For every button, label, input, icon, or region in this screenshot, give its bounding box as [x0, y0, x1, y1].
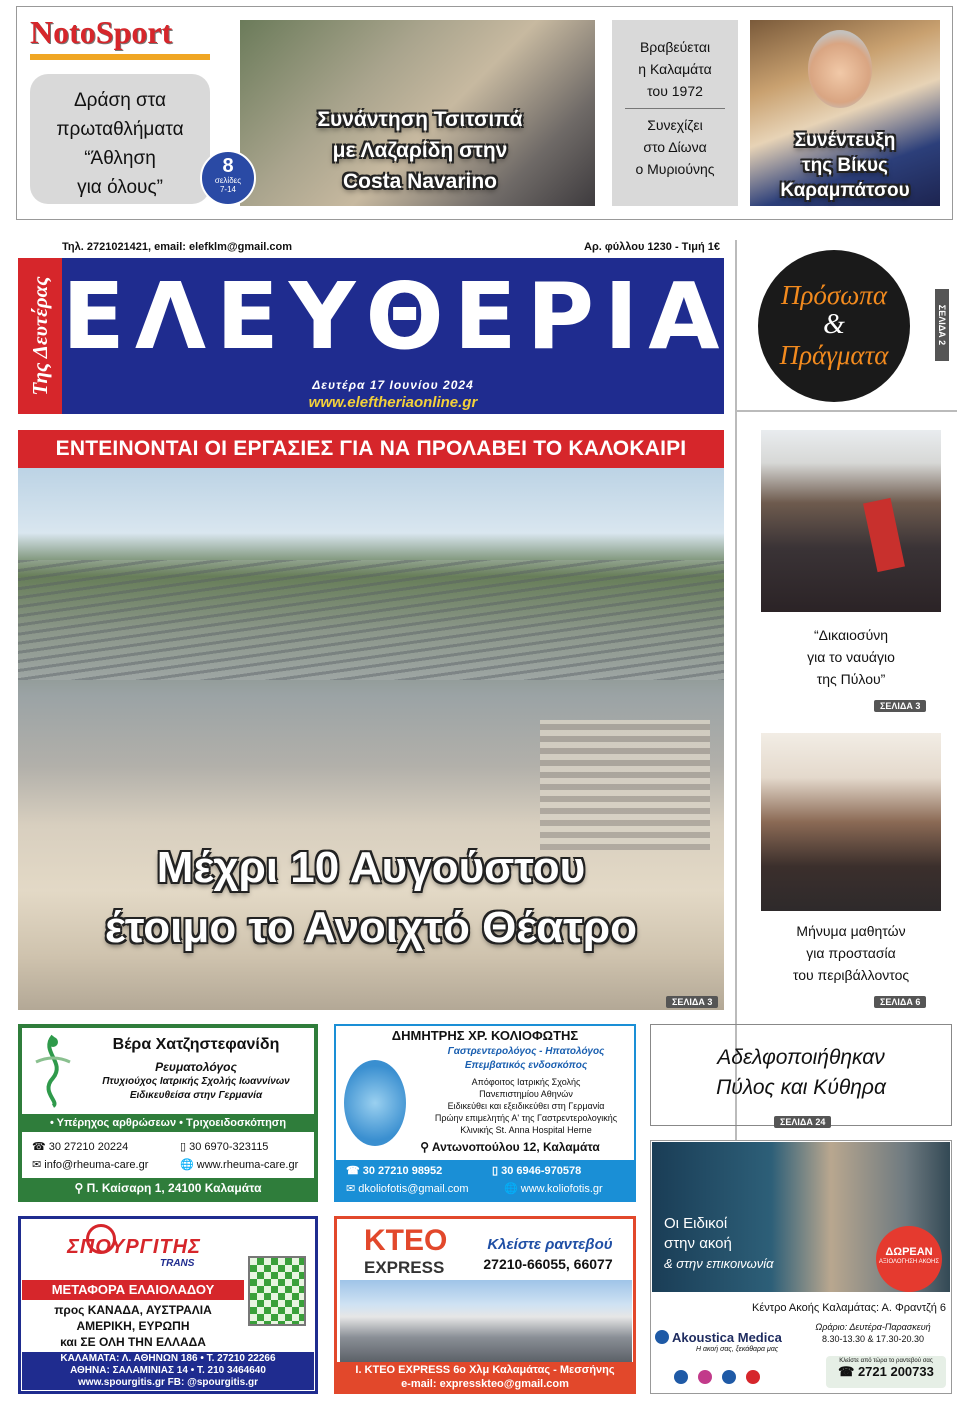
- interview-headline-line: Καραμπάτσου: [780, 180, 910, 201]
- ad-akoustica-free-sub: ΑΞΙΟΛΟΓΗΣΗ ΑΚΟΗΣ: [878, 1259, 940, 1265]
- pages-badge-number: 8: [222, 155, 234, 177]
- ad-spourgitis-trans: TRANS: [160, 1258, 195, 1269]
- main-story-kicker[interactable]: ΕΝΤΕΙΝΟΝΤΑΙ ΟΙ ΕΡΓΑΣΙΕΣ ΓΙΑ ΝΑ ΠΡΟΛΑΒΕΙ ΤΟ ΚΑΛΟΚΑΙΡΙ: [18, 430, 724, 468]
- ad-koliofotis-email: ✉ dkoliofotis@gmail.com: [346, 1183, 469, 1195]
- side-teaser-line: Συνεχίζει: [647, 117, 703, 133]
- ad-koliofotis-name: ΔΗΜΗΤΡΗΣ ΧΡ. ΚΟΛΙΟΦΩΤΗΣ: [391, 1028, 579, 1043]
- side-teaser-line: ο Μυριούνης: [635, 161, 715, 177]
- ad-vera-phone1-text: 30 27210 20224: [48, 1141, 129, 1153]
- ad-spourgitis-contact: www.spourgitis.gr FB: @spourgitis.gr: [78, 1377, 258, 1388]
- sport-teaser-box[interactable]: [30, 74, 210, 204]
- interview-headline-line: Συνέντευξη: [794, 130, 896, 151]
- students-page-tag: ΣΕΛΙΔΑ 6: [874, 996, 926, 1008]
- ad-akoustica-center: Κέντρο Ακοής Καλαμάτας: Α. Φραντζή 6: [752, 1302, 946, 1314]
- ad-vera-phone2-text: 30 6970-323115: [189, 1141, 269, 1153]
- pages-badge-word: σελίδες: [214, 176, 242, 185]
- masthead-side-label: Της Δευτέρας: [28, 276, 52, 396]
- ad-spourgitis-brand: ΣΠΟΥΡΓΙΤΗΣ: [67, 1236, 201, 1258]
- ad-akoustica-free: ΔΩΡΕΑΝ: [885, 1246, 933, 1258]
- masthead-issue-price: Αρ. φύλλου 1230 - Τιμή 1€: [584, 241, 720, 253]
- students-caption-line: για προστασία: [806, 945, 896, 961]
- students-caption[interactable]: [761, 920, 941, 986]
- students-photo[interactable]: [761, 733, 941, 911]
- side-teaser-line: στο Δίωνα: [643, 139, 707, 155]
- ad-vera-banner: • Υπέρηχος αρθρώσεων • Τριχοειδοσκόπηση: [22, 1114, 314, 1132]
- ad-kteo-footer: [337, 1362, 633, 1392]
- ad-vera-web-text: www.rheuma-care.gr: [196, 1159, 299, 1171]
- ad-koliofotis-bio-line: Πρώην επιμελητής Α' της Γαστρεντερολογικής: [434, 1113, 618, 1123]
- ad-koliofotis-address: ⚲ Αντωνοπούλου 12, Καλαμάτα: [420, 1140, 600, 1154]
- ad-spourgitis-routes: [22, 1302, 244, 1350]
- main-headline-line: έτοιμο το Ανοιχτό Θέατρο: [105, 903, 637, 952]
- ad-koliofotis-stomach-icon: [344, 1060, 406, 1146]
- ad-akoustica-free-badge: [876, 1226, 942, 1292]
- ad-koliofotis-title: Επεμβατικός ενδοσκόπος: [464, 1060, 588, 1071]
- interview-face: [808, 30, 872, 108]
- ad-akoustica-tagline-line: Οι Ειδικοί: [664, 1215, 728, 1232]
- ad-akoustica-hours: 8.30-13.30 & 17.30-20.30: [821, 1334, 925, 1344]
- side-teaser-box: [612, 20, 738, 206]
- ad-koliofotis-web-text: www.koliofotis.gr: [520, 1183, 603, 1195]
- side-teaser-line: η Καλαμάτα: [638, 61, 712, 77]
- ad-spourgitis-contacts: [22, 1352, 314, 1390]
- youtube-icon[interactable]: [746, 1370, 760, 1384]
- sister-cities-line: Αδελφοποιήθηκαν: [717, 1046, 885, 1069]
- ad-kteo-express: EXPRESS: [364, 1258, 445, 1277]
- ad-vera-email-text: info@rheuma-care.gr: [44, 1159, 149, 1171]
- ad-vera-web: 🌐 www.rheuma-care.gr: [180, 1159, 299, 1171]
- ad-koliofotis-phone2: ▯ 30 6946-970578: [492, 1165, 582, 1177]
- pylos-caption-line: για το ναυάγιο: [807, 649, 895, 665]
- tsitsipas-headline-line: Costa Navarino: [342, 170, 498, 193]
- ad-koliofotis-email-text: dkoliofotis@gmail.com: [358, 1183, 469, 1195]
- ad-koliofotis-phone1-text: 30 27210 98952: [362, 1165, 443, 1177]
- ad-vera-logo-icon: [30, 1032, 76, 1108]
- ad-vera-address: ⚲ Π. Καίσαρη 1, 24100 Καλαμάτα: [22, 1178, 314, 1198]
- side-teaser-line: του 1972: [647, 83, 703, 99]
- ad-koliofotis-title: Γαστρεντερολόγος - Ηπατολόγος: [447, 1046, 605, 1057]
- ad-akoustica-brand-sub: Η ακοή σας, ξεκάθαρα μας: [696, 1346, 779, 1353]
- notosport-underline: [30, 54, 210, 60]
- prosopa-page-tag: ΣΕΛΙΔΑ 2: [935, 289, 949, 361]
- sister-cities-page-tag: ΣΕΛΙΔΑ 24: [774, 1116, 831, 1128]
- masthead-website[interactable]: www.eleftheriaonline.gr: [308, 394, 478, 411]
- ad-vera-phone2: ▯ 30 6970-323115: [180, 1141, 269, 1153]
- ad-koliofotis-bio-line: Ειδικεύθει και εξειδικεύθει στη Γερμανία: [447, 1101, 605, 1111]
- pylos-page-tag: ΣΕΛΙΔΑ 3: [874, 700, 926, 712]
- ad-akoustica-book-box[interactable]: [826, 1356, 946, 1388]
- ad-koliofotis-bio-line: Απόφοιτος Ιατρικής Σχολής: [471, 1077, 581, 1087]
- prosopa-line2: Πράγματα: [779, 340, 889, 370]
- instagram-icon[interactable]: [698, 1370, 712, 1384]
- ad-spourgitis-route: προς ΚΑΝΑΔΑ, ΑΥΣΤΡΑΛΙΑ: [54, 1303, 212, 1317]
- interview-headline[interactable]: [754, 128, 936, 203]
- sister-cities-line: Πύλος και Κύθηρα: [716, 1076, 886, 1099]
- ad-spourgitis-service: ΜΕΤΑΦΟΡΑ ΕΛΑΙΟΛΑΔΟΥ: [22, 1280, 244, 1300]
- paving-stones: [540, 720, 710, 850]
- pages-badge-range: 7-14: [219, 185, 236, 194]
- prosopa-amp: &: [823, 309, 845, 340]
- notosport-logo[interactable]: NotoSport: [30, 14, 173, 50]
- ad-kteo-cta: Κλείστε ραντεβού: [487, 1236, 613, 1253]
- ad-koliofotis-phone1: ☎ 30 27210 98952: [346, 1165, 443, 1177]
- ad-koliofotis-bio: [420, 1076, 632, 1136]
- ad-vera-name: Βέρα Χατζηστεφανίδη: [112, 1036, 280, 1053]
- pages-badge: [200, 150, 256, 206]
- linkedin-icon[interactable]: [722, 1370, 736, 1384]
- ad-akoustica-book: Κλείστε από τώρα το ραντεβού σας: [839, 1358, 933, 1364]
- side-teaser[interactable]: [612, 36, 738, 102]
- ad-akoustica-tagline-line: στην ακοή: [664, 1235, 732, 1252]
- ad-kteo-brand: ΚΤΕΟ: [364, 1224, 448, 1257]
- tsitsipas-headline-line: Συνάντηση Τσιτσιπά: [317, 108, 523, 131]
- ad-kteo-footer-line: e-mail: expresskteo@gmail.com: [401, 1378, 569, 1390]
- ad-akoustica-phone-text: 2721 200733: [857, 1364, 934, 1379]
- ad-koliofotis-bio-line: Πανεπιστημίου Αθηνών: [479, 1089, 573, 1099]
- ad-kteo-phones: 27210-66055, 66077: [483, 1256, 613, 1272]
- facebook-icon[interactable]: [674, 1370, 688, 1384]
- side-teaser-line: Βραβεύεται: [639, 39, 711, 55]
- ad-koliofotis-web: 🌐 www.koliofotis.gr: [504, 1183, 603, 1195]
- sister-cities-box[interactable]: [650, 1024, 952, 1126]
- interview-headline-line: της Βίκυς: [802, 155, 888, 176]
- ad-vera-specialty: Ρευματολόγος: [155, 1060, 237, 1074]
- theater-seats: [18, 560, 724, 680]
- ad-akoustica-brand: Akoustica Medica: [672, 1330, 782, 1345]
- sport-teaser-line: “Άθληση: [84, 148, 156, 169]
- ad-akoustica-tagline-line: & στην επικοινωνία: [664, 1256, 774, 1271]
- masthead-date: Δευτέρα 17 Ιουνίου 2024: [312, 378, 474, 392]
- ad-koliofotis-bio-line: Κλινικής St. Anna Hospital Herne: [460, 1125, 592, 1135]
- ad-vera-email: ✉ info@rheuma-care.gr: [32, 1159, 149, 1171]
- students-caption-line: Μήνυμα μαθητών: [796, 923, 906, 939]
- ad-kteo-building-photo: [340, 1280, 632, 1362]
- ad-spourgitis-contact: ΚΑΛΑΜΑΤΑ: Λ. ΑΘΗΝΩΝ 186 • Τ. 27210 22266: [60, 1353, 276, 1364]
- sport-teaser-line: για όλους”: [77, 177, 163, 198]
- pylos-caption-line: “Δικαιοσύνη: [813, 627, 889, 643]
- ad-akoustica-tagline: [664, 1214, 774, 1274]
- sport-teaser-line: Δράση στα: [73, 90, 166, 111]
- side-teaser-divider: [625, 108, 725, 109]
- main-headline-line: Μέχρι 10 Αυγούστου: [156, 843, 586, 892]
- ad-vera-line: Πτυχιούχος Ιατρικής Σχολής Ιωαννίνων: [102, 1076, 290, 1087]
- students-caption-line: του περιβάλλοντος: [792, 967, 910, 983]
- ad-spourgitis-oil-can-icon: [248, 1256, 306, 1326]
- ad-spourgitis-route: και ΣΕ ΟΛΗ ΤΗΝ ΕΛΛΑΔΑ: [60, 1335, 206, 1349]
- main-story-headline[interactable]: [18, 838, 724, 958]
- ad-akoustica-phone: ☎ 2721 200733: [838, 1364, 934, 1379]
- tsitsipas-headline[interactable]: [260, 104, 580, 197]
- main-story-page-tag: ΣΕΛΙΔΑ 3: [666, 996, 718, 1008]
- ad-koliofotis-phone2-text: 30 6946-970578: [501, 1165, 582, 1177]
- ad-kteo-footer-line: Ι. ΚΤΕΟ EXPRESS 6ο Χλμ Καλαμάτας - Μεσσήνης: [355, 1364, 615, 1376]
- masthead-contact: Τηλ. 2721021421, email: elefklm@gmail.com: [62, 241, 293, 253]
- ad-vera-line: Ειδικευθείσα στην Γερμανία: [129, 1090, 263, 1101]
- ad-spourgitis-contact: ΑΘΗΝΑ: ΣΑΛΑΜΙΝΙΑΣ 14 • Τ. 210 3464640: [70, 1365, 266, 1376]
- side-teaser[interactable]: [612, 114, 738, 180]
- ad-koliofotis-address-text: Αντωνοπούλου 12, Καλαμάτα: [431, 1140, 600, 1154]
- prosopa-line1: Πρόσωπα: [780, 280, 888, 310]
- pylos-march-photo[interactable]: [761, 430, 941, 612]
- prosopa-pragmata-badge[interactable]: [758, 250, 910, 402]
- tsitsipas-headline-line: με Λαζαρίδη στην: [332, 139, 508, 162]
- ad-akoustica-social: [674, 1370, 794, 1386]
- masthead-title[interactable]: ΕΛΕΥΘΕΡΙΑ: [62, 263, 730, 370]
- ad-akoustica-hours-label: Ωράριο: Δευτέρα-Παρασκευή: [815, 1322, 931, 1332]
- ad-vera-address-text: Π. Καίσαρη 1, 24100 Καλαμάτα: [86, 1181, 262, 1195]
- ad-vera-phone1: ☎ 30 27210 20224: [32, 1141, 129, 1153]
- ad-spourgitis-route: ΑΜΕΡΙΚΗ, ΕΥΡΩΠΗ: [76, 1319, 190, 1333]
- ad-akoustica-brand-icon: [655, 1330, 669, 1344]
- pylos-caption[interactable]: [761, 624, 941, 690]
- sport-teaser-line: πρωταθλήματα: [56, 119, 184, 140]
- pylos-caption-line: της Πύλου”: [816, 671, 886, 687]
